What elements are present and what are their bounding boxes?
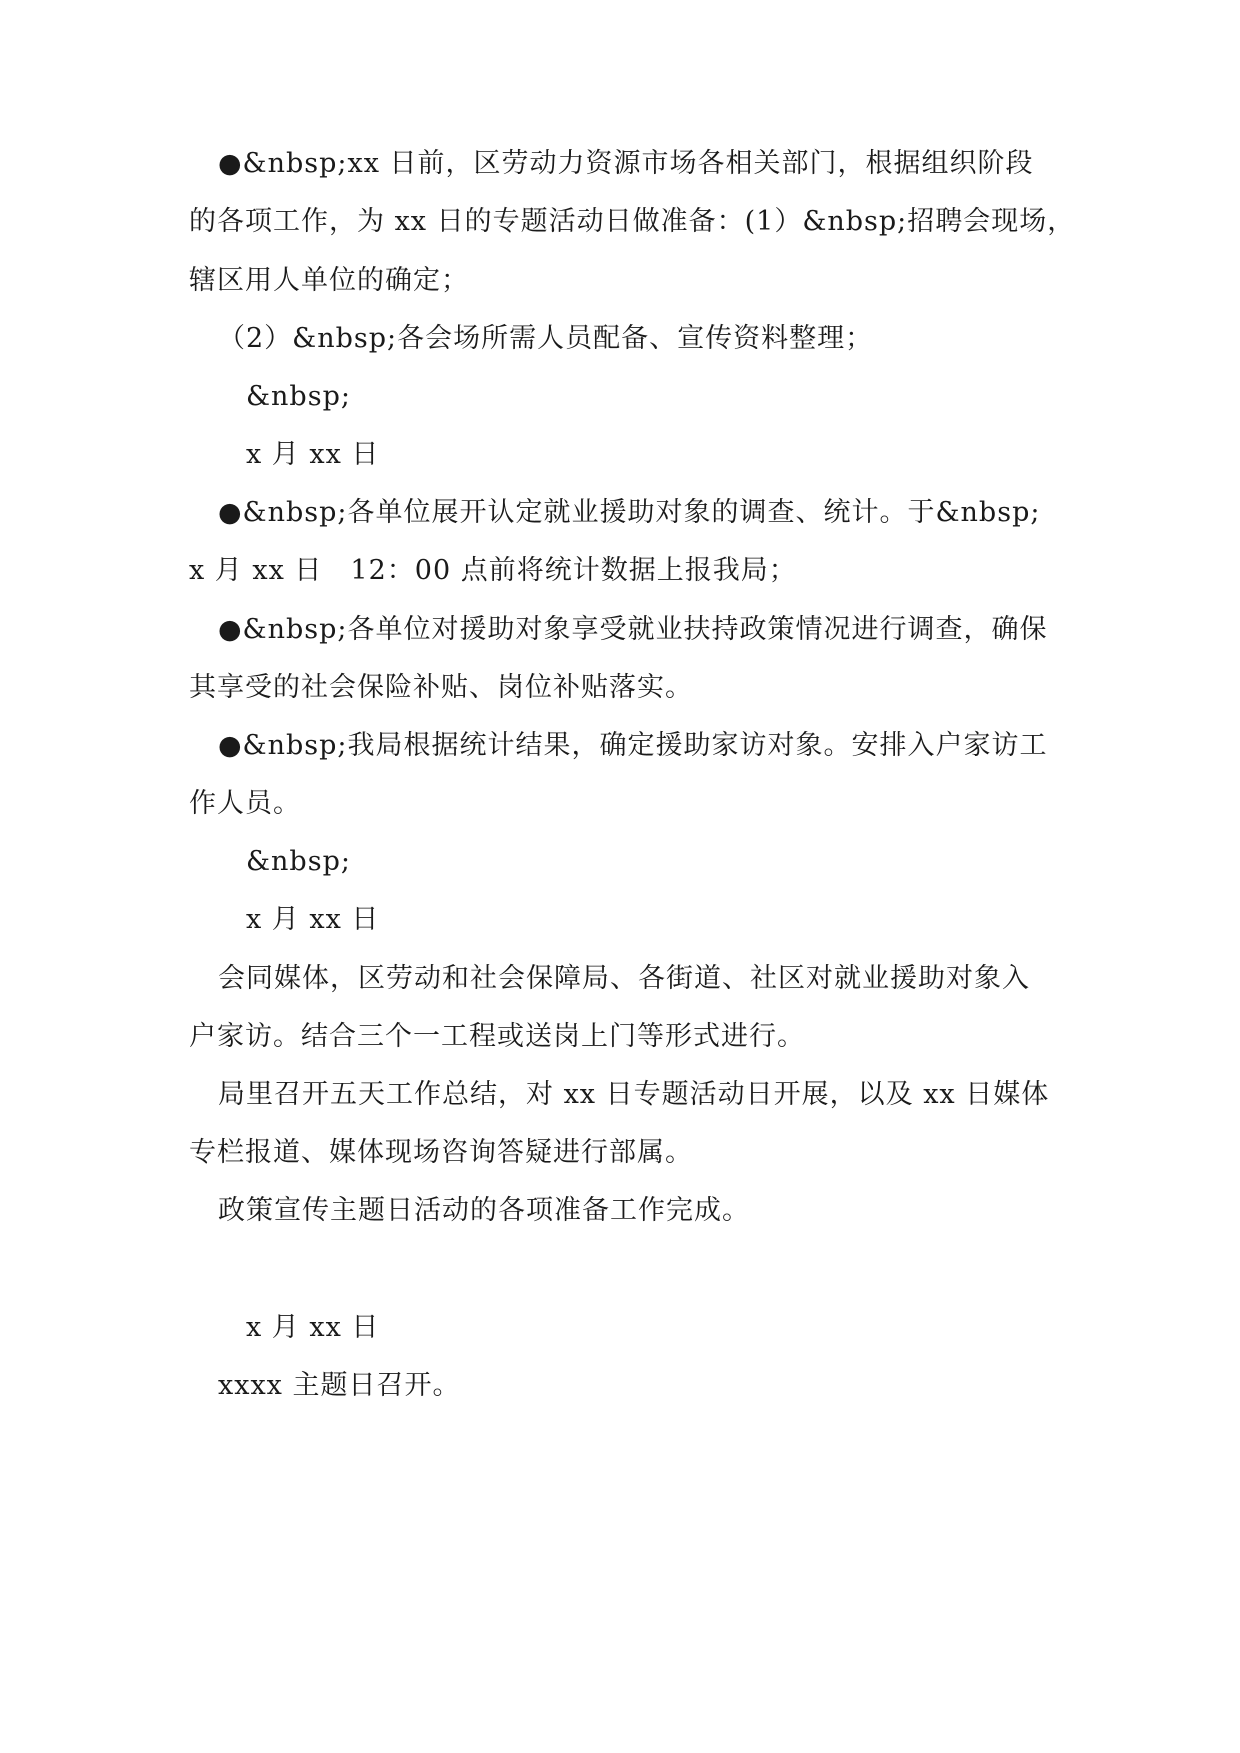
paragraph-line: ●&nbsp;我局根据统计结果，确定援助家访对象。安排入户家访工 bbox=[218, 730, 1048, 761]
paragraph-line: ●&nbsp;各单位对援助对象享受就业扶持政策情况进行调查，确保 bbox=[218, 614, 1048, 645]
paragraph-line: 辖区用人单位的确定； bbox=[189, 265, 469, 296]
paragraph-line: 作人员。 bbox=[189, 788, 301, 819]
paragraph-line: 政策宣传主题日活动的各项准备工作完成。 bbox=[218, 1195, 750, 1226]
paragraph-line: 会同媒体，区劳动和社会保障局、各街道、社区对就业援助对象入 bbox=[218, 963, 1030, 994]
paragraph-line: xxxx 主题日召开。 bbox=[218, 1370, 461, 1401]
paragraph-line: 其享受的社会保险补贴、岗位补贴落实。 bbox=[189, 672, 693, 703]
paragraph-line: &nbsp; bbox=[246, 846, 351, 877]
paragraph-line: 户家访。结合三个一工程或送岗上门等形式进行。 bbox=[189, 1021, 805, 1052]
date-line: x 月 xx 日 bbox=[246, 904, 380, 935]
paragraph-line: ●&nbsp;各单位展开认定就业援助对象的调查、统计。于&nbsp; bbox=[218, 497, 1041, 528]
paragraph-line: 局里召开五天工作总结，对 xx 日专题活动日开展，以及 xx 日媒体 bbox=[218, 1079, 1050, 1110]
date-line: x 月 xx 日 bbox=[246, 439, 380, 470]
paragraph-line: x 月 xx 日 12：00 点前将统计数据上报我局； bbox=[189, 555, 797, 586]
paragraph-line: ●&nbsp;xx 日前，区劳动力资源市场各相关部门，根据组织阶段 bbox=[218, 148, 1034, 179]
date-line: x 月 xx 日 bbox=[246, 1312, 380, 1343]
paragraph-line: （2）&nbsp;各会场所需人员配备、宣传资料整理； bbox=[218, 323, 874, 354]
paragraph-line: 的各项工作，为 xx 日的专题活动日做准备：(1）&nbsp;招聘会现场， bbox=[189, 206, 1076, 237]
paragraph-line: &nbsp; bbox=[246, 381, 351, 412]
paragraph-line: 专栏报道、媒体现场咨询答疑进行部属。 bbox=[189, 1137, 693, 1168]
